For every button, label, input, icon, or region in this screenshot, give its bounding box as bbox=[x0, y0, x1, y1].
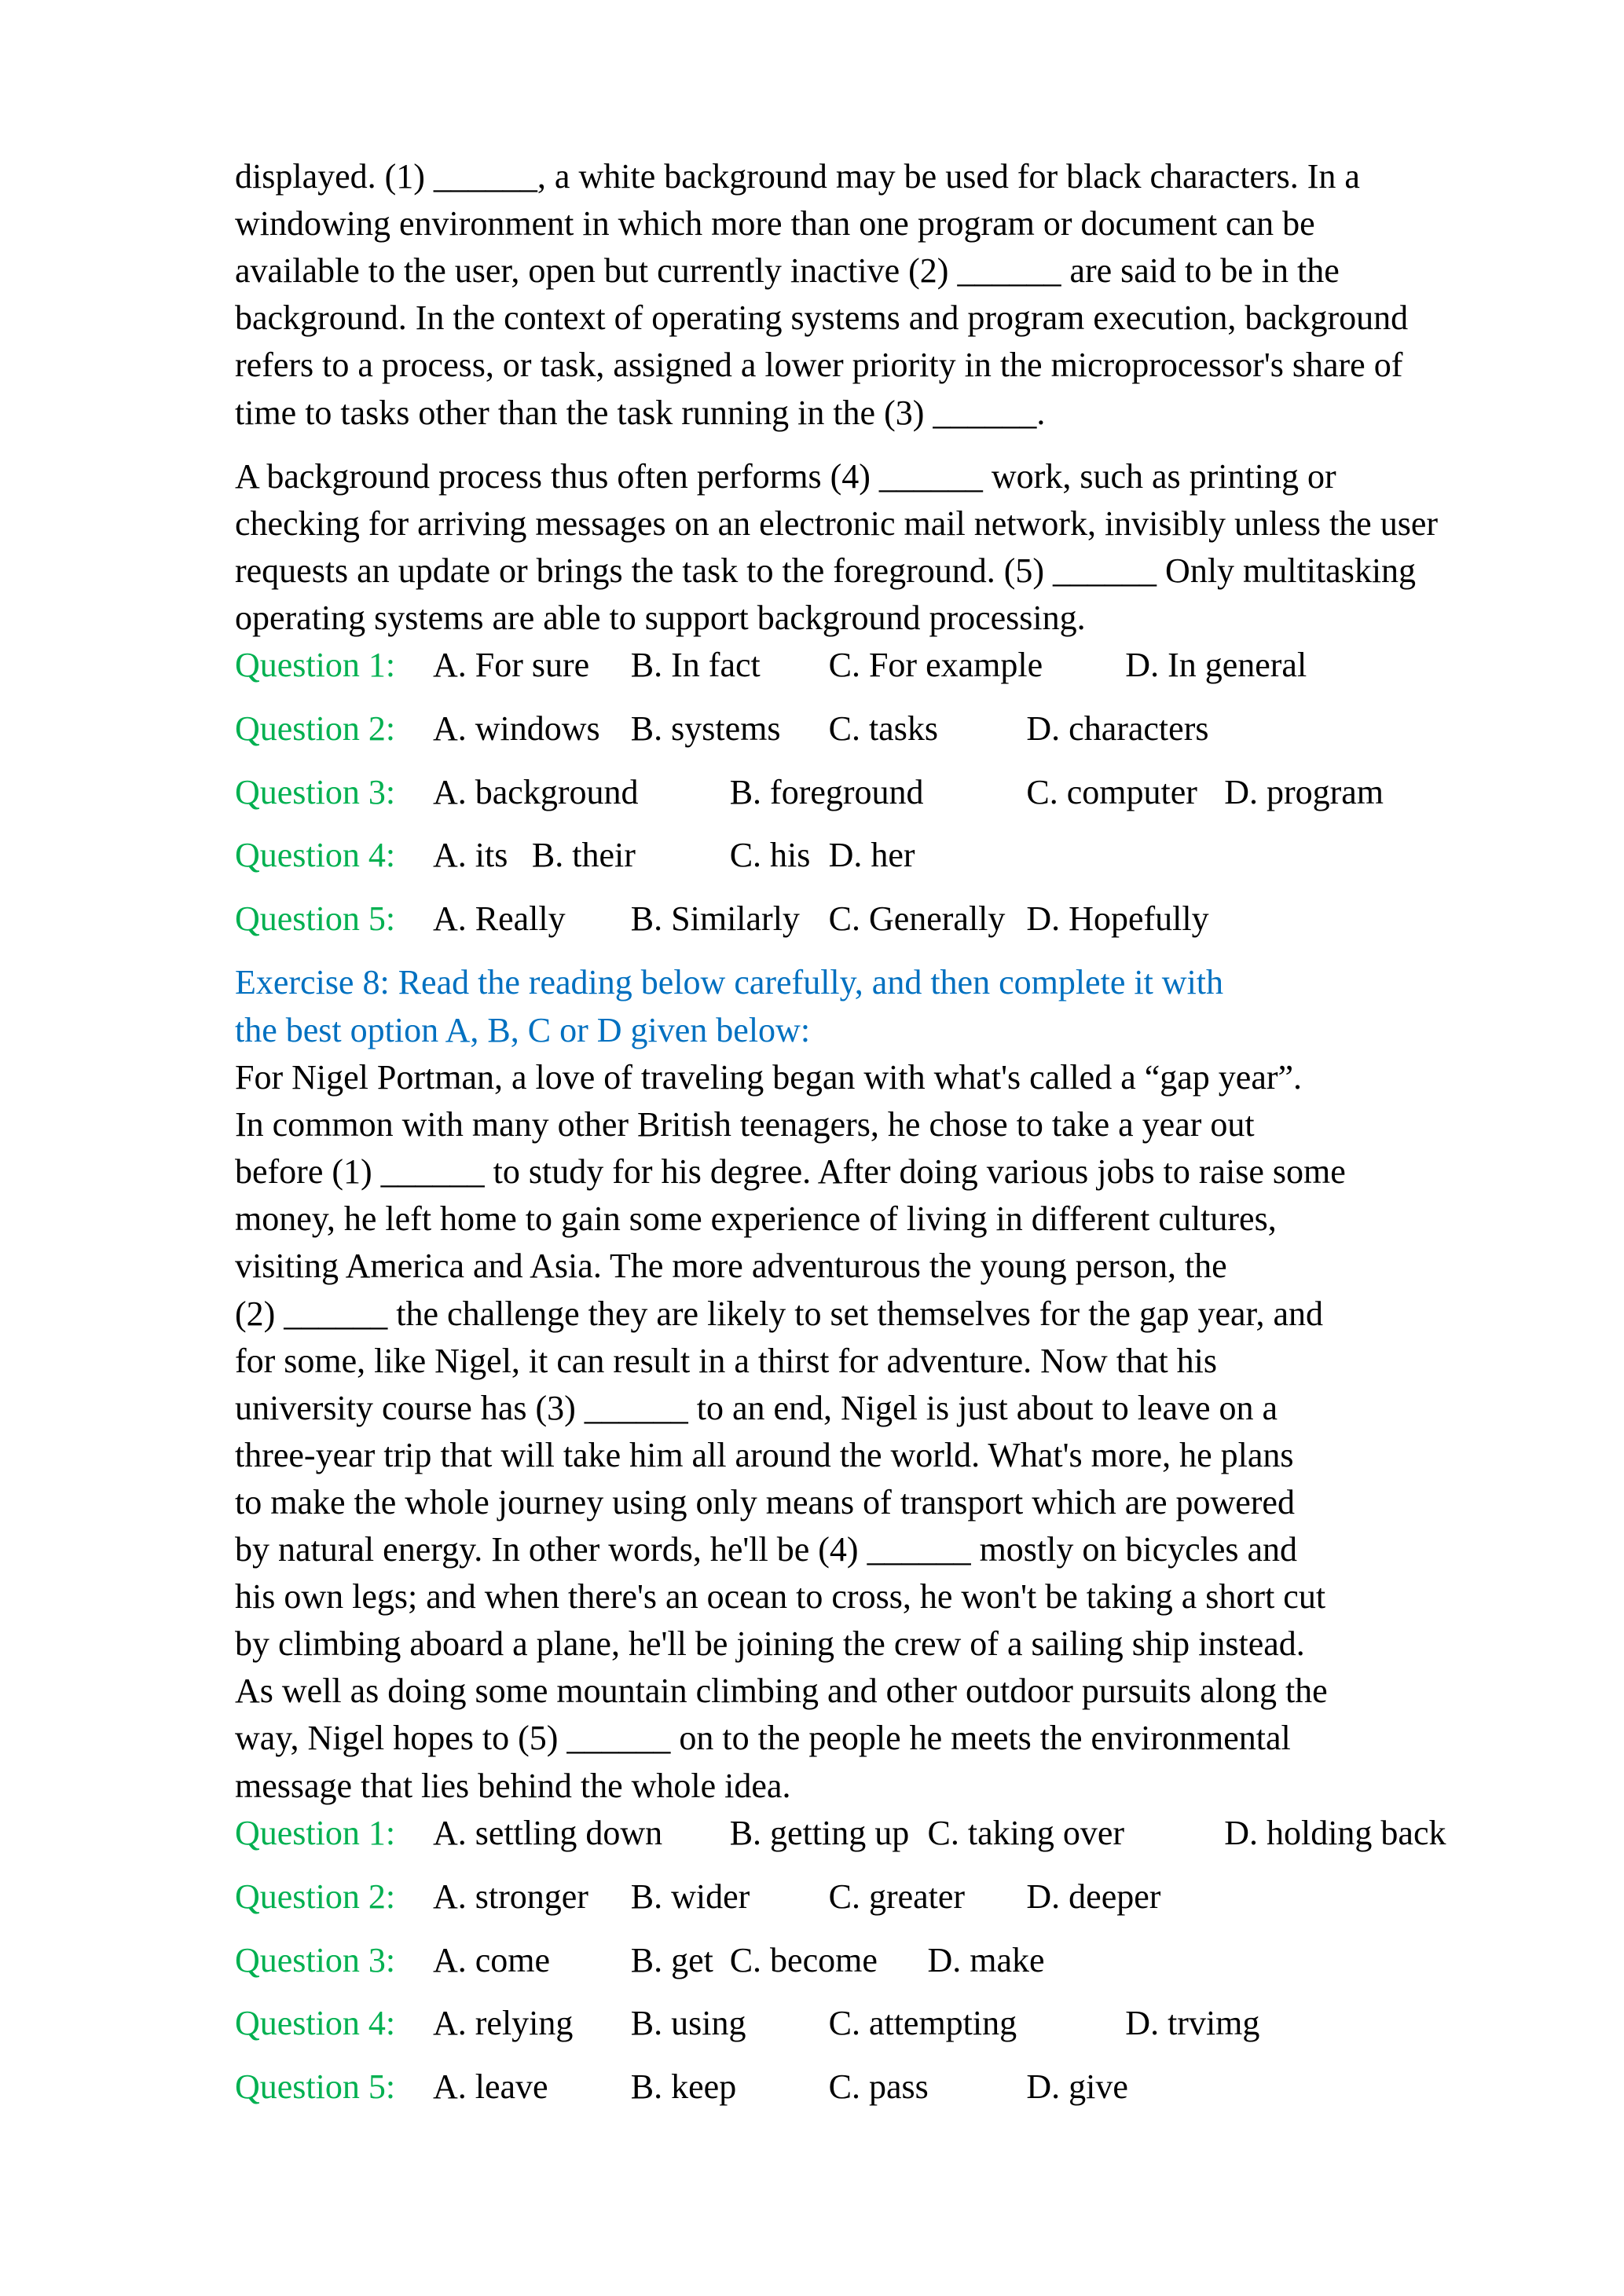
answer-option: C. become bbox=[729, 1941, 878, 1979]
answer-option: B. foreground bbox=[729, 773, 924, 811]
answer-option: D. program bbox=[1224, 773, 1384, 811]
question-label: Question 5: bbox=[235, 899, 396, 938]
answer-option: A. settling down bbox=[433, 1814, 663, 1852]
paragraph-line: windowing environment in which more than one program or document can be bbox=[235, 204, 1315, 243]
answer-option: D. trvimg bbox=[1125, 2004, 1260, 2042]
answer-option: C. computer bbox=[1026, 773, 1197, 811]
paragraph-line: operating systems are able to support background processing. bbox=[235, 599, 1086, 637]
answer-option: A. leave bbox=[433, 2067, 548, 2106]
paragraph-line: (2) ______ the challenge they are likely to set themselves for the gap year, and bbox=[235, 1294, 1323, 1333]
answer-option: A. windows bbox=[433, 709, 600, 748]
answer-option: B. systems bbox=[630, 709, 781, 748]
question-label: Question 4: bbox=[235, 2004, 396, 2042]
answer-option: A. its bbox=[433, 836, 508, 874]
paragraph-line: checking for arriving messages on an electronic mail network, invisibly unless the user bbox=[235, 504, 1439, 543]
question-label: Question 3: bbox=[235, 773, 396, 811]
exercise-heading: Exercise 8: Read the reading below carefully, and then complete it with bbox=[235, 963, 1224, 1002]
answer-option: D. characters bbox=[1026, 709, 1209, 748]
answer-option: B. Similarly bbox=[630, 899, 800, 938]
paragraph-line: time to tasks other than the task running in the (3) ______. bbox=[235, 394, 1046, 432]
paragraph-line: A background process thus often performs (4) ______ work, such as printing or bbox=[235, 457, 1336, 496]
paragraph-line: university course has (3) ______ to an end, Nigel is just about to leave on a bbox=[235, 1389, 1278, 1427]
answer-option: C. pass bbox=[828, 2067, 929, 2106]
answer-option: B. In fact bbox=[630, 646, 761, 684]
exercise-heading: the best option A, B, C or D given below: bbox=[235, 1011, 811, 1049]
paragraph-line: to make the whole journey using only means of transport which are powered bbox=[235, 1483, 1295, 1522]
answer-option: D. her bbox=[828, 836, 915, 874]
answer-option: D. holding back bbox=[1224, 1814, 1446, 1852]
answer-option: B. getting up bbox=[729, 1814, 910, 1852]
paragraph-line: refers to a process, or task, assigned a lower priority in the microprocessor's share of bbox=[235, 346, 1403, 384]
answer-option: B. using bbox=[630, 2004, 746, 2042]
answer-option: C. greater bbox=[828, 1877, 966, 1916]
paragraph-line: money, he left home to gain some experience of living in different cultures, bbox=[235, 1199, 1277, 1238]
paragraph-line: for some, like Nigel, it can result in a thirst for adventure. Now that his bbox=[235, 1342, 1218, 1380]
answer-option: D. deeper bbox=[1026, 1877, 1161, 1916]
answer-option: D. make bbox=[927, 1941, 1045, 1979]
question-label: Question 3: bbox=[235, 1941, 396, 1979]
paragraph-line: three-year trip that will take him all around the world. What's more, he plans bbox=[235, 1436, 1294, 1474]
question-label: Question 1: bbox=[235, 646, 396, 684]
answer-option: A. stronger bbox=[433, 1877, 588, 1916]
answer-option: A. For sure bbox=[433, 646, 590, 684]
paragraph-line: message that lies behind the whole idea. bbox=[235, 1767, 791, 1805]
paragraph-line: by climbing aboard a plane, he'll be joining the crew of a sailing ship instead. bbox=[235, 1624, 1305, 1663]
paragraph-line: For Nigel Portman, a love of traveling began with what's called a “gap year”. bbox=[235, 1058, 1303, 1097]
answer-option: B. wider bbox=[630, 1877, 750, 1916]
answer-option: C. his bbox=[729, 836, 811, 874]
paragraph-line: way, Nigel hopes to (5) ______ on to the people he meets the environmental bbox=[235, 1719, 1291, 1757]
answer-option: C. taking over bbox=[927, 1814, 1125, 1852]
answer-option: B. their bbox=[531, 836, 636, 874]
question-label: Question 2: bbox=[235, 1877, 396, 1916]
paragraph-line: In common with many other British teenagers, he chose to take a year out bbox=[235, 1105, 1255, 1144]
paragraph-line: background. In the context of operating systems and program execution, background bbox=[235, 298, 1409, 337]
answer-option: C. tasks bbox=[828, 709, 938, 748]
answer-option: A. Really bbox=[433, 899, 566, 938]
answer-option: C. attempting bbox=[828, 2004, 1017, 2042]
question-label: Question 2: bbox=[235, 709, 396, 748]
paragraph-line: his own legs; and when there's an ocean to cross, he won't be taking a short cut bbox=[235, 1577, 1326, 1616]
answer-option: C. Generally bbox=[828, 899, 1006, 938]
paragraph-line: As well as doing some mountain climbing and other outdoor pursuits along the bbox=[235, 1672, 1328, 1710]
answer-option: C. For example bbox=[828, 646, 1043, 684]
question-label: Question 1: bbox=[235, 1814, 396, 1852]
paragraph-line: requests an update or brings the task to the foreground. (5) ______ Only multitasking bbox=[235, 551, 1417, 590]
answer-option: D. In general bbox=[1125, 646, 1307, 684]
answer-option: D. give bbox=[1026, 2067, 1128, 2106]
answer-option: B. get bbox=[630, 1941, 713, 1979]
answer-option: D. Hopefully bbox=[1026, 899, 1209, 938]
answer-option: A. come bbox=[433, 1941, 551, 1979]
paragraph-line: visiting America and Asia. The more adventurous the young person, the bbox=[235, 1247, 1227, 1285]
question-label: Question 4: bbox=[235, 836, 396, 874]
paragraph-line: displayed. (1) ______, a white background may be used for black characters. In a bbox=[235, 157, 1360, 196]
answer-option: A. background bbox=[433, 773, 639, 811]
answer-option: A. relying bbox=[433, 2004, 574, 2042]
paragraph-line: by natural energy. In other words, he'll be (4) ______ mostly on bicycles and bbox=[235, 1530, 1298, 1569]
question-label: Question 5: bbox=[235, 2067, 396, 2106]
paragraph-line: available to the user, open but currently inactive (2) ______ are said to be in the bbox=[235, 251, 1340, 290]
answer-option: B. keep bbox=[630, 2067, 737, 2106]
paragraph-line: before (1) ______ to study for his degree. After doing various jobs to raise some bbox=[235, 1152, 1346, 1191]
